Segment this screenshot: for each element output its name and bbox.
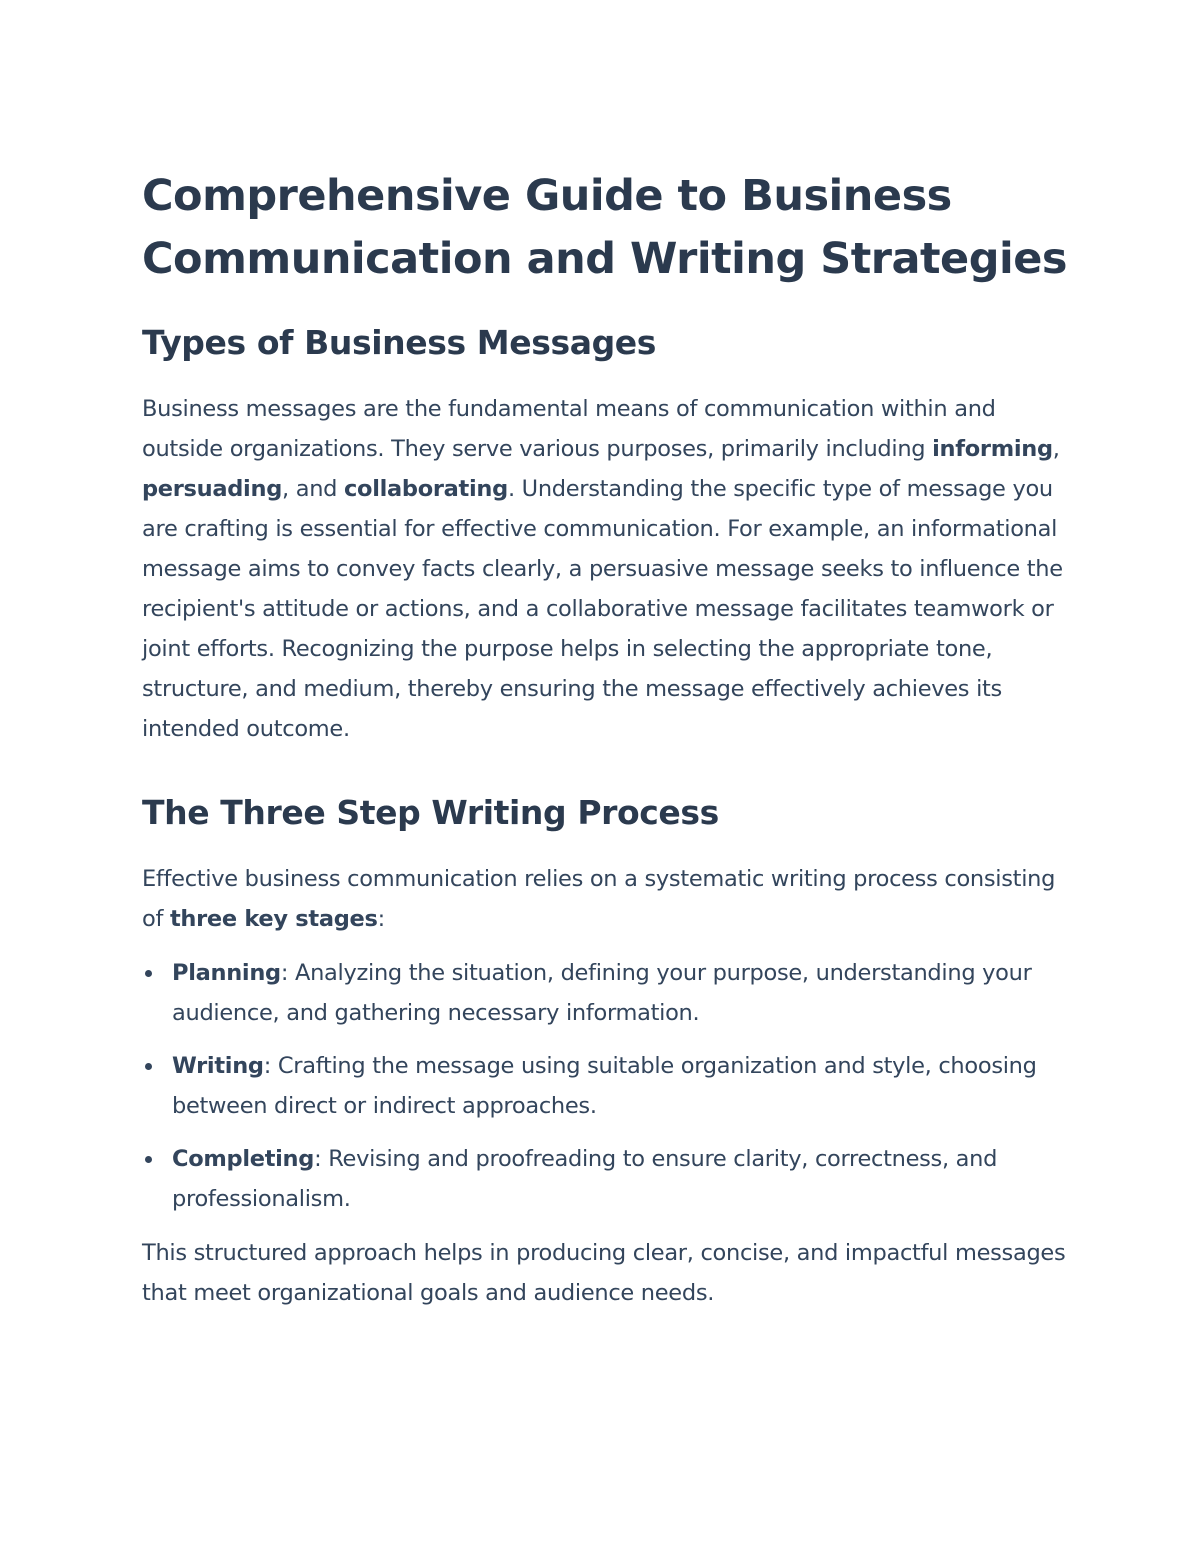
list-item-term: Writing xyxy=(172,1053,264,1079)
document-page xyxy=(142,165,1072,1313)
bold-term-three-key-stages: three key stages xyxy=(169,906,378,932)
list-item-term: Completing xyxy=(172,1146,315,1172)
list-item xyxy=(142,1046,1072,1126)
stages-list xyxy=(142,953,1072,1219)
bullet-icon xyxy=(145,970,152,977)
bullet-icon xyxy=(145,1063,152,1070)
list-item-term: Planning xyxy=(172,960,281,986)
section-heading: Types of Business Messages xyxy=(142,323,657,362)
list-item-text: : Revising and proofreading to ensure clarity, correctness, and professionalism. xyxy=(172,1146,998,1212)
section-intro: Effective business communication relies on a systematic writing process consisting of three key stages: xyxy=(142,866,1056,932)
section-three-step-writing-process xyxy=(142,791,1072,1313)
section-closing: This structured approach helps in producing clear, concise, and impactful messages that meet organizational goals and audience needs. xyxy=(142,1240,1066,1306)
list-item xyxy=(142,1139,1072,1219)
section-heading: The Three Step Writing Process xyxy=(142,793,719,832)
section-paragraph: Business messages are the fundamental means of communication within and outside organizations. They serve various purposes, primarily including informing, persuading, and collaborating. Understanding the specific type of message you are crafting is essential for effective communication. For example, an informational message aims to convey facts clearly, a persuasive message seeks to influence the recipient's attitude or actions, and a collaborative message facilitates teamwork or joint efforts. Recognizing the purpose helps in selecting the appropriate tone, structure, and medium, thereby ensuring the message effectively achieves its intended outcome. xyxy=(142,396,1063,742)
section-types-of-business-messages xyxy=(142,321,1072,749)
list-item-text: : Analyzing the situation, defining your purpose, understanding your audience, and gathering necessary information. xyxy=(172,960,1032,1026)
list-item-text: : Crafting the message using suitable organization and style, choosing between direct or indirect approaches. xyxy=(172,1053,1037,1119)
bold-term-persuading: persuading xyxy=(142,476,282,502)
bold-term-collaborating: collaborating xyxy=(344,476,508,502)
document-title: Comprehensive Guide to Business Communication and Writing Strategies xyxy=(142,171,1067,284)
bullet-icon xyxy=(145,1156,152,1163)
bold-term-informing: informing xyxy=(932,436,1053,462)
list-item xyxy=(142,953,1072,1033)
